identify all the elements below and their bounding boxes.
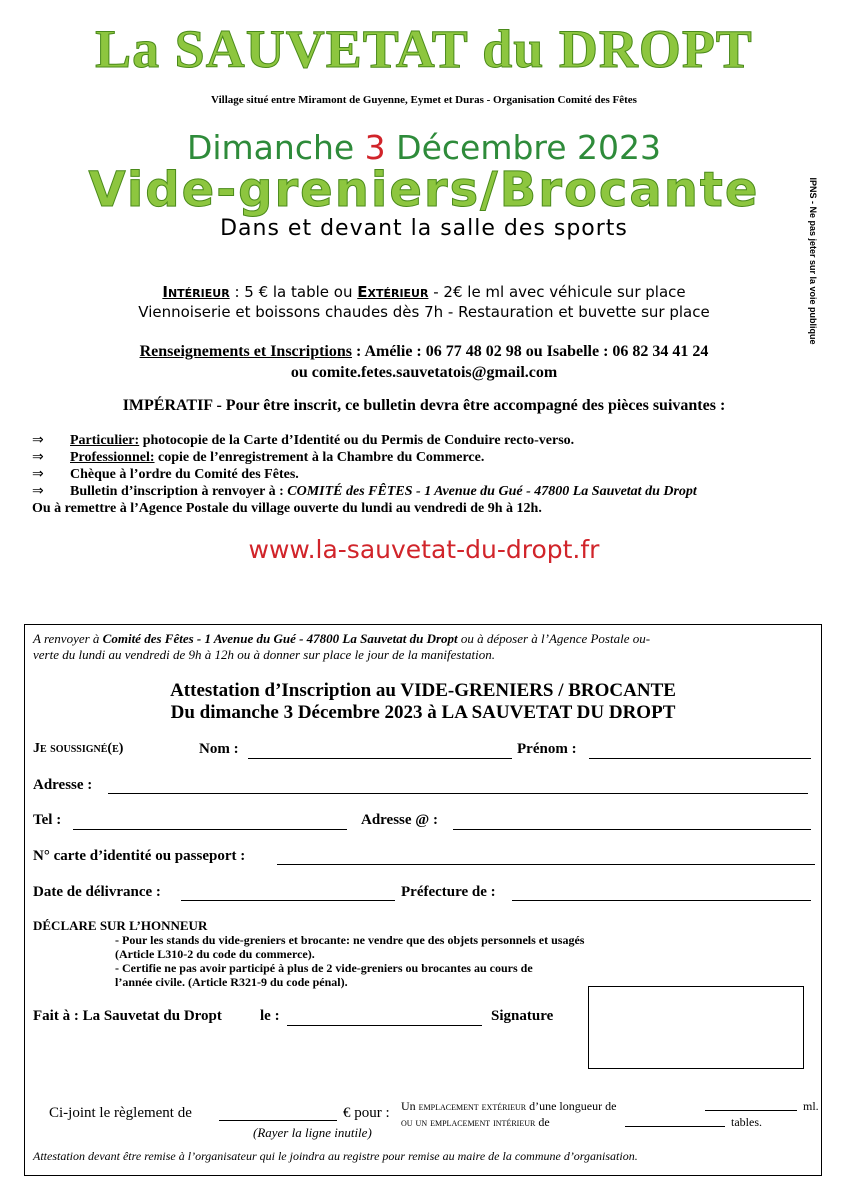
reglement-line xyxy=(49,1105,192,1122)
tables-field[interactable] xyxy=(625,1126,725,1127)
arrow-icon: ⇒ xyxy=(32,467,44,482)
empl-text: ml. xyxy=(803,1099,819,1113)
montant-field[interactable] xyxy=(219,1120,337,1121)
piece-label: Professionnel: xyxy=(70,450,155,465)
piece-text: COMITÉ des FÊTES - 1 Avenue du Gué - 47800 La Sauvetat du Dropt xyxy=(287,484,697,499)
emplacement-exterieur-row xyxy=(401,1098,819,1114)
je-soussigne-label: Je soussigné(e) xyxy=(33,741,124,756)
email-label: Adresse @ : xyxy=(361,812,438,828)
date-delivrance-label: Date de délivrance : xyxy=(33,884,161,900)
fait-a-label: Fait à : La Sauvetat du Dropt xyxy=(33,1008,222,1024)
event-title: Vide-greniers/Brocante xyxy=(88,162,760,218)
tarif-line-2: Viennoiserie et boissons chaudes dès 7h - Restauration et buvette sur place xyxy=(138,303,710,321)
email-field[interactable] xyxy=(453,829,811,830)
list-item xyxy=(32,466,832,483)
piece-label: Bulletin d’inscription à renvoyer à : xyxy=(70,484,288,499)
nom-field[interactable] xyxy=(248,758,512,759)
empl-text: ou un emplacement intérieur xyxy=(401,1115,536,1129)
imperatif: IMPÉRATIF - Pour être inscrit, ce bulletin devra être accompagné des pièces suivantes : xyxy=(122,397,726,414)
website-link[interactable]: www.la-sauvetat-du-dropt.fr xyxy=(248,535,600,564)
remettre-note: Ou à remettre à l’Agence Postale du village ouverte du lundi au vendredi de 9h à 12h. xyxy=(32,501,542,516)
page-title: La SAUVETAT du DROPT xyxy=(95,19,753,79)
tel-field[interactable] xyxy=(73,829,347,830)
empl-text: de xyxy=(535,1115,550,1129)
empl-text: d’une longueur de xyxy=(526,1099,617,1113)
tarif-part-1: : 5 € la table ou xyxy=(229,283,358,301)
form-intro xyxy=(33,631,813,663)
arrow-icon: ⇒ xyxy=(32,484,44,499)
contact-email: ou comite.fetes.sauvetatois@gmail.com xyxy=(290,364,558,381)
subtitle: Village situé entre Miramont de Guyenne, Eymet et Duras - Organisation Comité des Fêtes xyxy=(211,94,637,106)
intro-text: verte du lundi au vendredi de 9h à 12h ou à donner sur place le jour de la manifestation. xyxy=(33,647,496,662)
tarif-line-1 xyxy=(0,282,848,302)
prenom-field[interactable] xyxy=(589,758,811,759)
adresse-label: Adresse : xyxy=(33,777,93,793)
vertical-note-text: IPNS - Ne pas jeter sur la voie publique xyxy=(808,177,818,345)
intro-text: A renvoyer à xyxy=(33,631,103,646)
emplacement-options xyxy=(401,1098,819,1130)
piece-text: Chèque à l’ordre du Comité des Fêtes. xyxy=(70,467,299,482)
tarif-kw-exterieur: Extérieur xyxy=(357,283,429,301)
list-item xyxy=(32,449,832,466)
tarif xyxy=(0,282,848,322)
reglement-label: Ci-joint le règlement de xyxy=(49,1105,192,1121)
declare-heading: DÉCLARE SUR L’HONNEUR xyxy=(33,918,208,933)
tarif-kw-interieur: Intérieur xyxy=(162,283,230,301)
intro-text: ou à déposer à l’Agence Postale ou- xyxy=(457,631,651,646)
signature-label: Signature xyxy=(491,1008,554,1024)
intro-address: Comité des Fêtes - 1 Avenue du Gué - 47800 La Sauvetat du Dropt xyxy=(102,631,458,646)
piece-text: copie de l’enregistrement à la Chambre du Commerce. xyxy=(154,450,485,465)
adresse-field[interactable] xyxy=(108,793,808,794)
arrow-icon: ⇒ xyxy=(32,450,44,465)
carte-field[interactable] xyxy=(277,864,815,865)
longueur-field[interactable] xyxy=(705,1110,797,1111)
tarif-part-2: - 2€ le ml avec véhicule sur place xyxy=(428,283,686,301)
date-delivrance-field[interactable] xyxy=(181,900,395,901)
arrow-icon: ⇒ xyxy=(32,433,44,448)
prefecture-label: Préfecture de : xyxy=(401,884,496,900)
empl-text: Un xyxy=(401,1099,419,1113)
contact-info xyxy=(0,341,848,383)
date-prefix: Dimanche xyxy=(186,128,365,167)
emplacement-interieur-row xyxy=(401,1114,762,1130)
date-suffix: Décembre 2023 xyxy=(385,128,662,167)
signature-box[interactable] xyxy=(588,986,804,1069)
declare-text xyxy=(115,933,675,989)
event-place: Dans et devant la salle des sports xyxy=(220,216,628,241)
piece-label: Particulier: xyxy=(70,433,140,448)
attestation-line-2: Du dimanche 3 Décembre 2023 à LA SAUVETAT DU DROPT xyxy=(170,702,676,723)
date-field[interactable] xyxy=(287,1025,482,1026)
vertical-note xyxy=(803,176,823,356)
list-item xyxy=(32,432,832,449)
le-label: le : xyxy=(260,1008,280,1024)
pieces-list xyxy=(32,432,832,517)
piece-text: photocopie de la Carte d’Identité ou du Permis de Conduire recto-verso. xyxy=(139,433,575,448)
carte-label: N° carte d’identité ou passeport : xyxy=(33,848,246,864)
tel-label: Tel : xyxy=(33,812,62,828)
declare-line: (Article L310-2 du code du commerce). xyxy=(115,947,315,961)
contact-label: Renseignements et Inscriptions xyxy=(139,343,352,360)
form-footer: Attestation devant être remise à l’organisateur qui le joindra au registre pour remise au maire de la commune d’organisation. xyxy=(33,1149,638,1163)
list-item xyxy=(32,483,832,500)
attestation-line-1: Attestation d’Inscription au VIDE-GRENIERS / BROCANTE xyxy=(170,680,676,701)
euro-pour-label: € pour : xyxy=(343,1105,390,1121)
registration-form xyxy=(24,624,822,1176)
prefecture-field[interactable] xyxy=(512,900,811,901)
rayer-note: (Rayer la ligne inutile) xyxy=(253,1125,372,1140)
empl-text: tables. xyxy=(731,1115,762,1129)
date-day: 3 xyxy=(364,128,386,167)
attestation-title xyxy=(25,680,821,724)
prenom-label: Prénom : xyxy=(517,741,577,757)
declare-line: - Certifie ne pas avoir participé à plus de 2 vide-greniers ou brocantes au cours de xyxy=(115,961,533,975)
nom-label: Nom : xyxy=(199,741,239,757)
empl-text: emplacement extérieur xyxy=(418,1099,527,1113)
contact-text: : Amélie : 06 77 48 02 98 ou Isabelle : 06 82 34 41 24 xyxy=(352,343,709,360)
declare-line: l’année civile. (Article R321-9 du code pénal). xyxy=(115,975,348,989)
declare-line: - Pour les stands du vide-greniers et brocante: ne vendre que des objets personnels et usagés xyxy=(115,933,585,947)
